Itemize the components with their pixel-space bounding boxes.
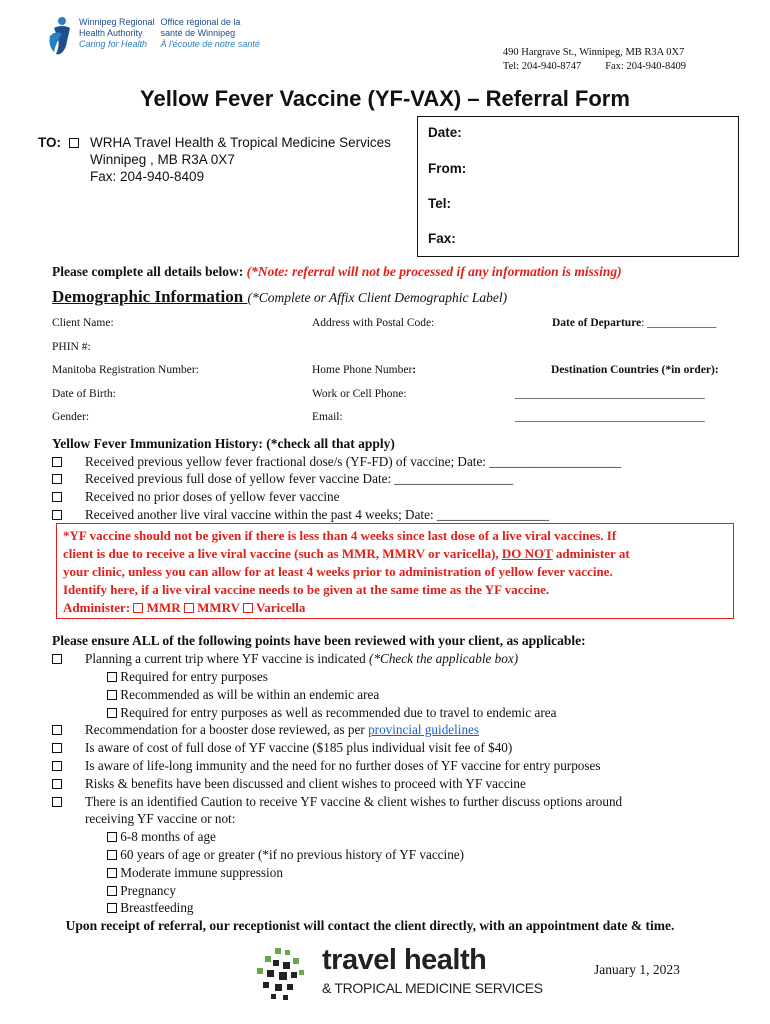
travel-health-brand: travel health xyxy=(322,944,487,976)
history-checkbox[interactable] xyxy=(52,492,62,502)
risks-item: Risks & benefits have been discussed and client wishes to proceed with YF vaccine xyxy=(52,776,62,792)
immunity-checkbox[interactable] xyxy=(52,761,62,771)
destinations-label: Destination Countries (*in order): xyxy=(551,364,719,376)
instructions xyxy=(52,264,622,280)
phin-label: PHIN #: xyxy=(52,341,91,353)
travel-health-subbrand: & TROPICAL MEDICINE SERVICES xyxy=(322,980,543,996)
travel-health-globe-icon xyxy=(253,946,315,1004)
history-item: Received another live viral vaccine within the past 4 weeks; Date: _________________ xyxy=(52,507,62,523)
live-vaccine-warning xyxy=(56,523,734,619)
trip-checkbox[interactable] xyxy=(52,654,62,664)
trip-option-checkbox[interactable] xyxy=(107,708,117,718)
to-checkbox[interactable] xyxy=(69,138,79,148)
org-name-en-1: Winnipeg Regional xyxy=(79,17,155,27)
history-checkbox[interactable] xyxy=(52,510,62,520)
sender-info-box xyxy=(417,116,739,257)
mmrv-checkbox[interactable] xyxy=(184,603,194,613)
caution-option-checkbox[interactable] xyxy=(107,903,117,913)
tagline-fr: À l'écoute de notre santé xyxy=(160,39,260,49)
instructions-note: (*Note: referral will not be processed if any information is missing) xyxy=(246,264,622,279)
page-title: Yellow Fever Vaccine (YF-VAX) – Referral Form xyxy=(140,86,630,111)
tel-field-label: Tel: xyxy=(428,196,451,211)
caution-option: Pregnancy xyxy=(107,883,176,899)
client-name-label: Client Name: xyxy=(52,317,114,329)
trip-item: Planning a current trip where YF vaccine is indicated (*Check the applicable box) xyxy=(52,651,62,667)
tagline-en: Caring for Health xyxy=(79,39,148,49)
history-checkbox[interactable] xyxy=(52,457,62,467)
mb-reg-label: Manitoba Registration Number: xyxy=(52,364,199,376)
gender-label: Gender: xyxy=(52,411,90,423)
mmr-checkbox[interactable] xyxy=(133,603,143,613)
to-line-1: WRHA Travel Health & Tropical Medicine Services xyxy=(90,135,391,150)
trip-option: Required for entry purposes xyxy=(107,669,268,685)
caution-option-checkbox[interactable] xyxy=(107,868,117,878)
instructions-lead: Please complete all details below: xyxy=(52,264,247,279)
history-heading: Yellow Fever Immunization History: (*check all that apply) xyxy=(52,436,395,451)
wrha-logo-icon xyxy=(48,16,74,58)
receipt-note: Upon receipt of referral, our receptionist will contact the client directly, with an appointment date & time. xyxy=(65,918,675,933)
warning-line-3: your clinic, unless you can allow for at least 4 weeks prior to administration of yellow fever vaccine. xyxy=(63,564,613,579)
to-line-3: Fax: 204-940-8409 xyxy=(90,169,205,184)
destination-line-2[interactable]: _________________________________ xyxy=(515,411,705,423)
destination-line-1[interactable]: _________________________________ xyxy=(515,388,705,400)
fax-field-label: Fax: xyxy=(428,231,456,246)
history-checkbox[interactable] xyxy=(52,474,62,484)
wrha-logo-text xyxy=(79,17,260,50)
mmrv-label: MMRV xyxy=(197,600,240,615)
caution-option: Breastfeeding xyxy=(107,900,194,916)
caution-option-checkbox[interactable] xyxy=(107,850,117,860)
provincial-guidelines-link[interactable]: provincial guidelines xyxy=(368,722,480,737)
email-label: Email: xyxy=(312,411,343,423)
caution-item: There is an identified Caution to receive YF vaccine & client wishes to further discuss options around xyxy=(52,794,62,810)
history-item: Received no prior doses of yellow fever vaccine xyxy=(52,489,62,505)
home-phone-label: Home Phone Number: xyxy=(312,364,417,376)
warning-line-1: *YF vaccine should not be given if there is less than 4 weeks since last dose of a live viral vaccines. If xyxy=(63,528,617,543)
administer-row xyxy=(63,599,727,617)
trip-option-checkbox[interactable] xyxy=(107,672,117,682)
to-label: TO: xyxy=(38,135,61,150)
risks-checkbox[interactable] xyxy=(52,779,62,789)
cost-item: Is aware of cost of full dose of YF vaccine ($185 plus individual visit fee of $40) xyxy=(52,740,62,756)
to-line-2: Winnipeg , MB R3A 0X7 xyxy=(90,152,235,167)
warning-line-4: Identify here, if a live viral vaccine needs to be given at the same time as the YF vaccine. xyxy=(63,582,550,597)
to-block xyxy=(38,134,391,184)
varicella-label: Varicella xyxy=(256,600,306,615)
header-address xyxy=(503,46,686,74)
history-item: Received previous full dose of yellow fever vaccine Date: __________________ xyxy=(52,471,62,487)
trip-option: Required for entry purposes as well as recommended due to travel to endemic area xyxy=(107,705,556,721)
booster-checkbox[interactable] xyxy=(52,725,62,735)
immunity-item: Is aware of life-long immunity and the need for no further doses of YF vaccine for entry purposes xyxy=(52,758,62,774)
revision-date: January 1, 2023 xyxy=(594,962,680,977)
org-name-fr-2: santé de Winnipeg xyxy=(160,28,236,38)
departure-label: Date of Departure: ____________ xyxy=(552,317,717,329)
trip-option: Recommended as will be within an endemic area xyxy=(107,687,379,703)
caution-option-checkbox[interactable] xyxy=(107,886,117,896)
caution-item-cont: receiving YF vaccine or not: xyxy=(85,811,236,826)
org-name-en-2: Health Authority xyxy=(79,28,143,38)
header-fax: Fax: 204-940-8409 xyxy=(605,61,686,72)
demographic-subtitle: (*Complete or Affix Client Demographic Label) xyxy=(247,290,508,305)
administer-label: Administer: xyxy=(63,600,131,615)
caution-option: 6-8 months of age xyxy=(107,829,216,845)
address-line: 490 Hargrave St., Winnipeg, MB R3A 0X7 xyxy=(502,47,685,58)
warning-line-2: client is due to receive a live viral vaccine (such as MMR, MMRV or varicella), DO NOT administer at xyxy=(63,546,630,561)
from-field-label: From: xyxy=(428,161,467,176)
header-tel: Tel: 204-940-8747 xyxy=(502,61,582,72)
cost-checkbox[interactable] xyxy=(52,743,62,753)
caution-option: 60 years of age or greater (*if no previous history of YF vaccine) xyxy=(107,847,464,863)
booster-item: Recommendation for a booster dose reviewed, as per provincial guidelines xyxy=(52,722,62,738)
demographic-title: Demographic Information xyxy=(52,287,248,306)
demographic-heading xyxy=(52,287,507,307)
work-phone-label: Work or Cell Phone: xyxy=(312,388,407,400)
caution-option-checkbox[interactable] xyxy=(107,832,117,842)
trip-option-checkbox[interactable] xyxy=(107,690,117,700)
address-label: Address with Postal Code: xyxy=(312,317,435,329)
org-name-fr-1: Office régional de la xyxy=(160,17,241,27)
date-field-label: Date: xyxy=(428,125,462,140)
mmr-label: MMR xyxy=(146,600,181,615)
history-item: Received previous yellow fever fractional dose/s (YF-FD) of vaccine; Date: ____________________ xyxy=(52,454,62,470)
varicella-checkbox[interactable] xyxy=(243,603,253,613)
caution-checkbox[interactable] xyxy=(52,797,62,807)
dob-label: Date of Birth: xyxy=(52,388,116,400)
caution-option: Moderate immune suppression xyxy=(107,865,283,881)
ensure-heading: Please ensure ALL of the following points have been reviewed with your client, as applicable: xyxy=(52,633,586,648)
